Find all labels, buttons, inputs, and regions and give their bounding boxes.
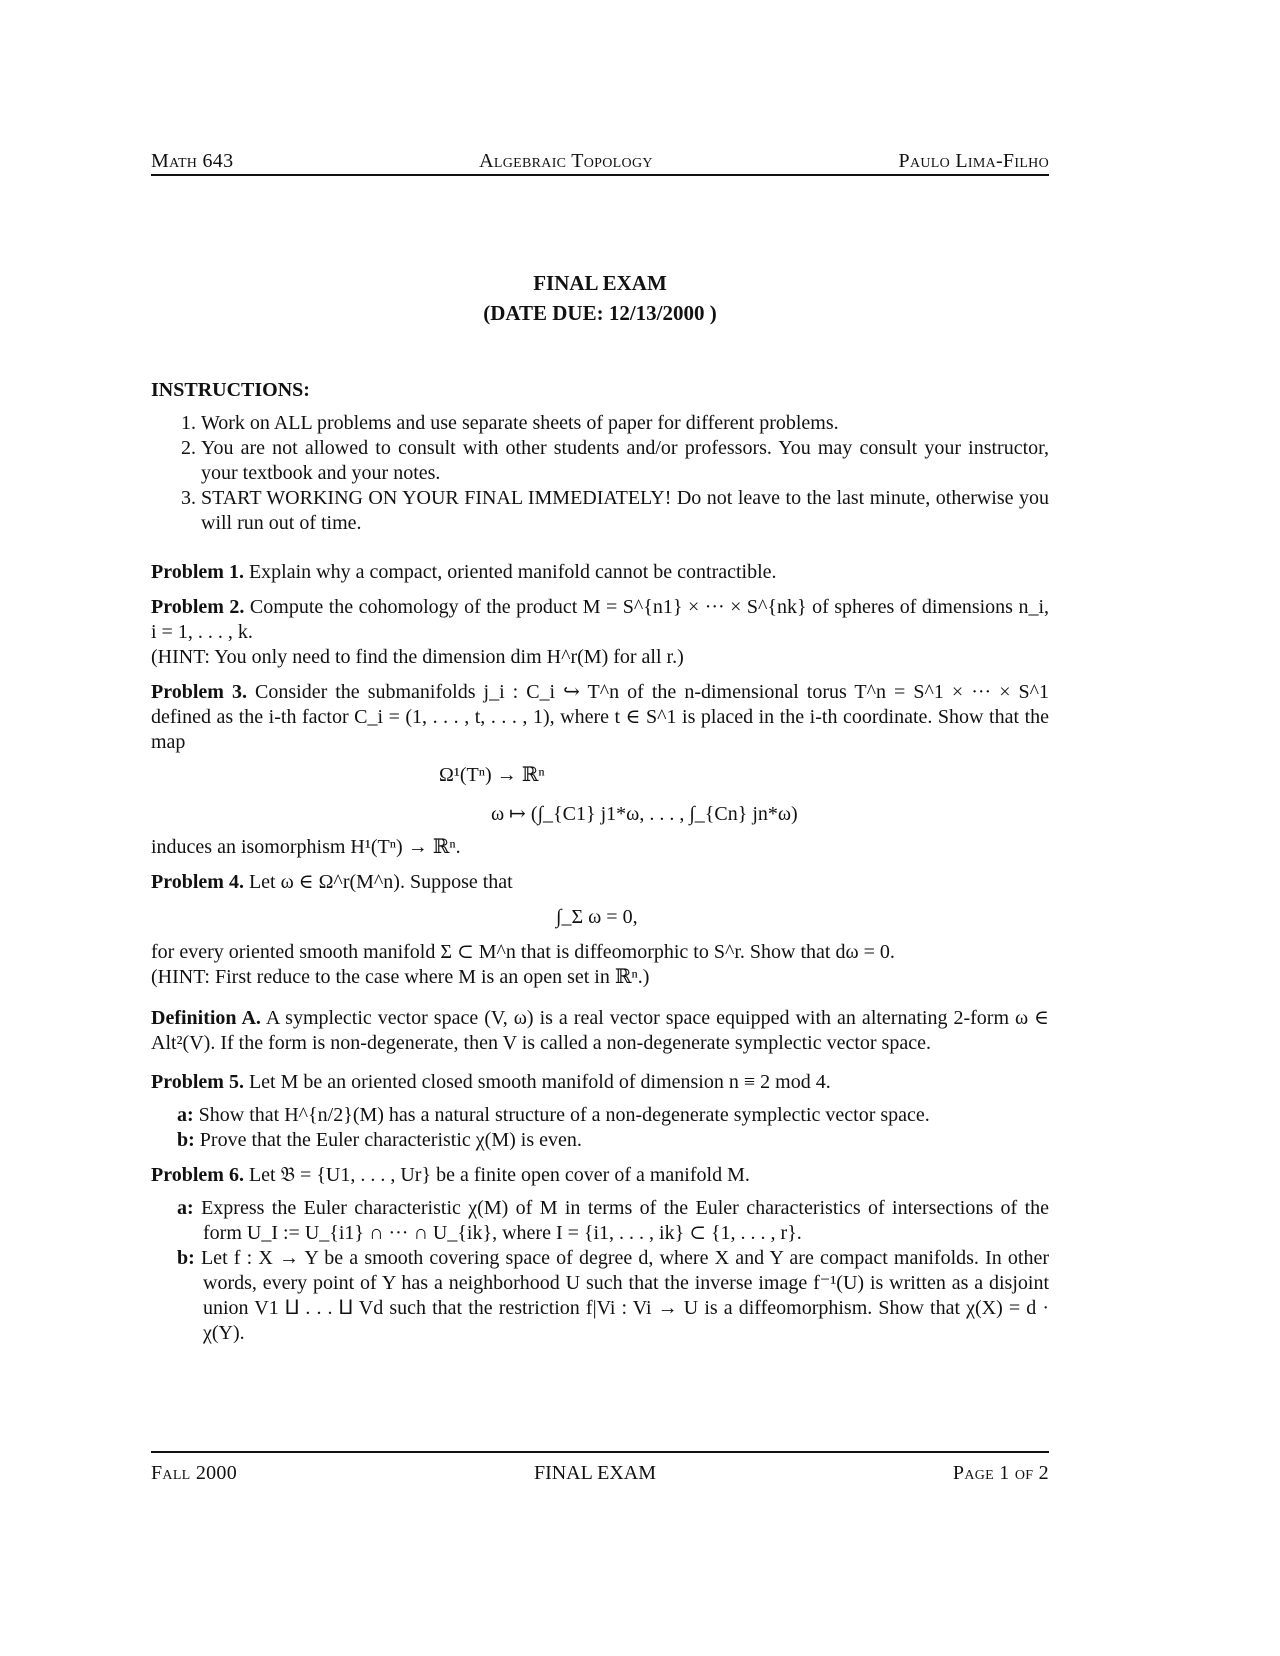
problem-text: Consider the submanifolds j_i : C_i ↪ T^n of the n-dimensional torus T^n = S^1 × ··· × S^1 defined as the i-th factor C_i = (1, . . . , t, . . . , 1), where t ∈ S^1 is placed in the i-th coordinate. Show that the map xyxy=(151,681,1050,753)
page-number: Page 1 of 2 xyxy=(952,1462,1049,1484)
problem-label: Problem 6. xyxy=(151,1164,244,1186)
problem-hint: (HINT: First reduce to the case where M is an open set in ℝⁿ.) xyxy=(151,966,650,988)
problem-label: Problem 2. xyxy=(151,596,245,618)
problem-text: Let ω ∈ Ω^r(M^n). Suppose that xyxy=(248,871,513,893)
subpart-text: Prove that the Euler characteristic χ(M) is even. xyxy=(199,1129,582,1151)
problem-3 xyxy=(151,680,1049,860)
subparts xyxy=(151,1103,1049,1153)
instruction-item: 3. START WORKING ON YOUR FINAL IMMEDIATELY! Do not leave to the last minute, otherwise you will run out of time. xyxy=(201,486,1049,536)
instruction-item: 2. You are not allowed to consult with other students and/or professors. You may consult your instructor, your textbook and your notes. xyxy=(201,436,1049,486)
due-date-line: (DATE DUE: 12/13/2000 ) xyxy=(483,301,717,325)
course-title: Algebraic Topology xyxy=(479,150,653,172)
subpart-a xyxy=(177,1103,1049,1128)
definition-label: Definition A. xyxy=(151,1007,261,1029)
course-number: Math 643 xyxy=(151,150,234,172)
term-label: Fall 2000 xyxy=(151,1462,238,1484)
problem-2 xyxy=(151,595,1049,670)
subpart-label: b: xyxy=(177,1247,195,1269)
map-formula-line: ω ↦ (∫_{C1} j1*ω, . . . , ∫_{Cn} jn*ω) xyxy=(491,803,798,825)
problem-1 xyxy=(151,560,1049,585)
subpart-label: a: xyxy=(177,1104,194,1126)
problem-text: Explain why a compact, oriented manifold cannot be contractible. xyxy=(248,561,777,583)
exam-title xyxy=(151,268,1049,328)
problem-label: Problem 3. xyxy=(151,681,247,703)
subpart-text: Express the Euler characteristic χ(M) of M in terms of the Euler characteristics of intersections of the form U_I := U_{i1} ∩ ··· ∩ U_{ik}, where I = {i1, . . . , ik} ⊂ {1, . . . , r}. xyxy=(201,1197,1049,1244)
map-domain-line: Ω¹(Tⁿ) → ℝⁿ xyxy=(439,764,545,786)
instructions-list xyxy=(151,411,1049,536)
problem-text: Let M be an oriented closed smooth manifold of dimension n ≡ 2 mod 4. xyxy=(248,1071,831,1093)
subparts xyxy=(151,1196,1049,1346)
page-header xyxy=(151,148,1049,176)
problem-5 xyxy=(151,1070,1049,1153)
subpart-b xyxy=(177,1246,1049,1346)
problem-label: Problem 4. xyxy=(151,871,244,893)
page-footer xyxy=(151,1451,1049,1486)
problem-text: Compute the cohomology of the product M = S^{n1} × ··· × S^{nk} of spheres of dimensions n_i, i = 1, . . . , k. xyxy=(151,596,1050,643)
instructions-heading: INSTRUCTIONS: xyxy=(151,379,310,401)
subpart-b xyxy=(177,1128,1049,1153)
exam-title-line: FINAL EXAM xyxy=(533,271,667,295)
footer-title: FINAL EXAM xyxy=(533,1462,656,1484)
problem-text: Let 𝔅 = {U1, . . . , Ur} be a finite open cover of a manifold M. xyxy=(248,1164,750,1186)
definition-a xyxy=(151,1006,1049,1056)
instruction-item: 1. Work on ALL problems and use separate sheets of paper for different problems. xyxy=(201,411,1049,436)
problem-hint: (HINT: You only need to find the dimension dim H^r(M) for all r.) xyxy=(151,646,684,668)
problem-conclusion: for every oriented smooth manifold Σ ⊂ M^n that is diffeomorphic to S^r. Show that dω = 0. xyxy=(151,941,895,963)
subpart-label: b: xyxy=(177,1129,195,1151)
subpart-label: a: xyxy=(177,1197,194,1219)
problem-4 xyxy=(151,870,1049,990)
subpart-text: Show that H^{n/2}(M) has a natural structure of a non-degenerate symplectic vector space. xyxy=(198,1104,930,1126)
subpart-text: Let f : X → Y be a smooth covering space of degree d, where X and Y are compact manifolds. In other words, every point of Y has a neighborhood U such that the inverse image f⁻¹(U) is written as a disjoint union V1 ⨿ . . . ⨿ Vd such that the restriction f|Vi : Vi → U is a diffeomorphism. Show that χ(X) = d · χ(Y). xyxy=(200,1247,1050,1344)
problem-label: Problem 5. xyxy=(151,1071,244,1093)
problem-conclusion: induces an isomorphism H¹(Tⁿ) → ℝⁿ. xyxy=(151,836,461,858)
problem-6 xyxy=(151,1163,1049,1346)
instructor-name: Paulo Lima-Filho xyxy=(898,150,1049,172)
definition-text: A symplectic vector space (V, ω) is a real vector space equipped with an alternating 2-form ω ∈ Alt²(V). If the form is non-degenerate, then V is called a non-degenerate symplectic vector space. xyxy=(151,1007,1049,1054)
exam-body xyxy=(151,378,1049,1356)
integral-equation: ∫_Σ ω = 0, xyxy=(556,906,638,928)
subpart-a xyxy=(177,1196,1049,1246)
problem-label: Problem 1. xyxy=(151,561,244,583)
